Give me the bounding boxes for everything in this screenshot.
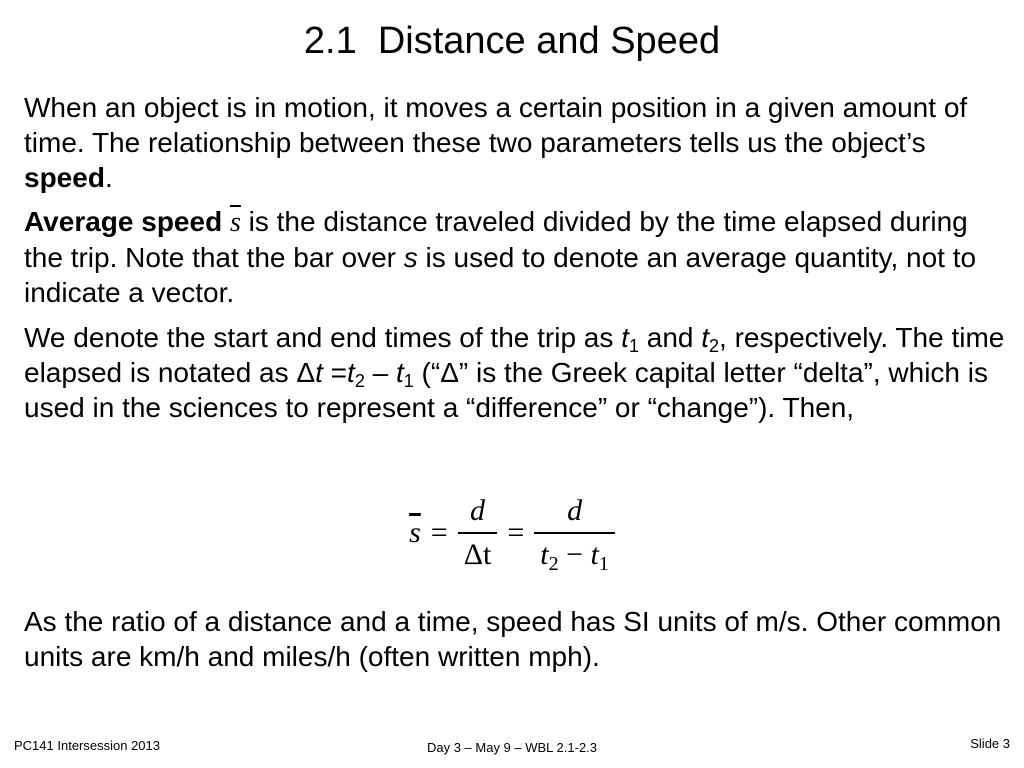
numerator-d: d xyxy=(470,494,486,527)
t-symbol: t xyxy=(315,357,323,388)
s-bar-symbol: $\overline{s}$ xyxy=(229,207,241,238)
equals-sign: = xyxy=(507,516,525,549)
numerator-d: d xyxy=(567,494,583,527)
slide-title: 2.1 Distance and Speed xyxy=(303,20,721,62)
speed-term: speed xyxy=(24,162,105,193)
subscript-1: 1 xyxy=(598,553,609,575)
subscript-1: 1 xyxy=(403,371,414,391)
period: . xyxy=(104,162,113,193)
paragraph-text: (“Δ” is the Greek capital letter “delta”, which is used in the sciences to represent a “difference” or “change”). Then, xyxy=(24,357,988,423)
paragraph-text: is used to denote an average quantity, not to indicate a vector. xyxy=(24,242,977,308)
average-speed-term: Average speed xyxy=(24,206,223,237)
speed-equation xyxy=(0,494,1024,575)
subscript-2: 2 xyxy=(354,371,365,391)
s-italic: s xyxy=(403,242,418,273)
fraction-d-over-t2-minus-t1 xyxy=(534,494,615,575)
t-symbol: t xyxy=(590,538,599,571)
equals-sign: = xyxy=(430,516,448,549)
t-symbol: t xyxy=(395,357,404,388)
equation-s-bar: $\overline{s}$ xyxy=(409,516,421,549)
footer-course: PC141 Intersession 2013 xyxy=(14,738,160,753)
paragraph-motion xyxy=(24,90,1009,195)
paragraph-text: is the distance traveled divided by the time elapsed during the trip. Note that the bar over xyxy=(24,206,968,273)
and-text: and xyxy=(638,322,702,353)
t-symbol: t xyxy=(347,357,355,388)
minus-sign: − xyxy=(566,538,584,571)
paragraph-text: We denote the start and end times of the trip as xyxy=(24,322,622,353)
subscript-2: 2 xyxy=(709,336,720,356)
paragraph-time-elapsed xyxy=(24,320,1009,425)
t-symbol: t xyxy=(540,538,549,571)
equals-text: = xyxy=(322,357,348,388)
paragraph-text: , respectively. The time elapsed is notated as Δ xyxy=(24,322,1005,388)
t-symbol: t xyxy=(701,322,710,353)
paragraph-text: When an object is in motion, it moves a certain position in a given amount of time. The relationship between these two parameters tells us the object’s xyxy=(24,92,968,158)
dash-text: – xyxy=(364,357,396,388)
subscript-2: 2 xyxy=(548,553,559,575)
subscript-1: 1 xyxy=(628,336,639,356)
footer-slide-number: Slide 3 xyxy=(970,736,1010,751)
paragraph-average-speed xyxy=(24,204,1009,310)
footer-date: Day 3 – May 9 – WBL 2.1-2.3 xyxy=(426,740,598,755)
paragraph-si-units: As the ratio of a distance and a time, speed has SI units of m/s. Other common units are km/h and miles/h (often written mph). xyxy=(24,606,1002,672)
t-symbol: t xyxy=(621,322,629,353)
denominator-t2-minus-t1 xyxy=(534,532,615,575)
denominator-delta-t: Δt xyxy=(458,532,498,572)
fraction-d-over-delta-t xyxy=(458,494,498,572)
